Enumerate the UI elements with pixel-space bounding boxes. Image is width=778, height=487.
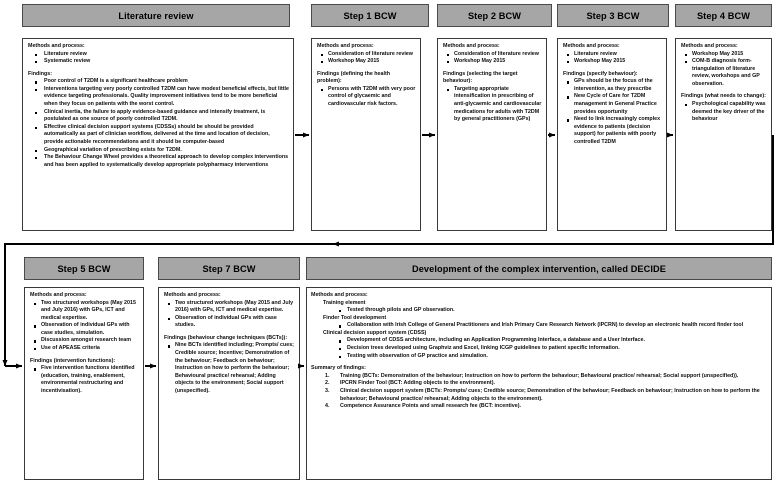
list-item: Testing with observation of GP practice and simulation. — [335, 353, 767, 361]
header-decide — [306, 257, 772, 280]
list-item: Clinical decision support system (BCTs: Prompts/ cues; Credible source; Demonstration of the behaviour; Feedback on behaviour; Instruction on how to perform the behaviour; Behavioural practice/ rehearsal; Adding objects to the environment). — [340, 387, 760, 402]
list-item: IPCRN Finder Tool (BCT: Adding objects to the environment). — [340, 380, 495, 387]
list-item: Two structured workshops (May 2015 and July 2016) with GPs, ICT and medical expertise. — [30, 300, 139, 323]
step-3-findings-label: Findings (specify behaviour): — [563, 70, 638, 77]
header-step-5-bcw — [24, 257, 144, 280]
decide-group-title: Finder Tool development — [323, 314, 387, 321]
list-item: Systematic review — [28, 58, 289, 66]
decide-summary-list — [311, 373, 767, 411]
step-4-findings-label: Findings (what needs to change): — [681, 93, 766, 100]
header-literature-review — [22, 4, 290, 27]
panel-step-1-bcw — [311, 38, 421, 231]
list-item: Consideration of literature review — [317, 51, 416, 59]
header-step-3-bcw — [557, 4, 669, 27]
step-4-findings-list — [681, 101, 767, 124]
step-4-methods-list — [681, 51, 767, 89]
list-item: Use of APEASE criteria — [30, 345, 139, 353]
header-step-3-bcw-label: Step 3 BCW — [586, 10, 640, 21]
list-item: Two structured workshops (May 2015 and July 2016) with GPs, ICT and medical expertise. — [164, 300, 295, 315]
list-item: Competence Assurance Points and small research fee (BCT: incentive). — [340, 403, 521, 410]
step-4-methods-label: Methods and process: — [681, 43, 738, 49]
step-2-findings-list — [443, 86, 542, 124]
step-1-methods-label: Methods and process: — [317, 43, 374, 49]
decide-group-title: Clinical decision support system (CDSS) — [323, 329, 427, 336]
header-step-5-bcw-label: Step 5 BCW — [57, 263, 111, 274]
step-3-methods-label: Methods and process: — [563, 43, 620, 49]
list-item: The Behaviour Change Wheel provides a theoretical approach to develop complex interventions and has been applied to systematically develop appropriate polypharmacy interventions — [28, 154, 289, 169]
decide-group-list — [311, 337, 767, 360]
header-decide-label: Development of the complex intervention, called DECIDE — [411, 263, 667, 274]
step-7-methods-label: Methods and process: — [164, 292, 221, 298]
header-step-4-bcw — [675, 4, 772, 27]
panel-step-5-bcw — [24, 287, 144, 480]
step-2-methods-list — [443, 51, 542, 66]
list-item: Persons with T2DM with very poor control of glycaemic and cardiovascular risk factors. — [317, 86, 416, 109]
list-item: Workshop May 2015 — [681, 51, 767, 59]
literature-review-methods-list — [28, 51, 289, 66]
list-item: Workshop May 2015 — [317, 58, 416, 66]
panel-step-7-bcw — [158, 287, 300, 480]
panel-step-2-bcw — [437, 38, 547, 231]
list-item: Geographical variation of prescribing exists for T2DM. — [28, 147, 289, 155]
literature-review-methods-label: Methods and process: — [28, 43, 85, 49]
list-item: Clinical inertia, the failure to apply evidence-based guidance and intensify treatment, is postulated as one source of poorly controlled T2DM. — [28, 109, 289, 124]
step-7-findings-list — [164, 342, 295, 395]
list-item: Workshop May 2015 — [563, 58, 662, 66]
list-item: Discussion amongst research team — [30, 337, 139, 345]
list-item: Effective clinical decision support systems (CDSSs) should be should be provided automatically as part of clinician workflow, delivered at the time and location of decision, provide actionable recommendations and it should be computer-based — [28, 124, 289, 147]
literature-review-findings-label: Findings: — [28, 70, 53, 77]
panel-literature-review — [22, 38, 294, 231]
decide-group-list — [311, 322, 767, 330]
list-item: New Cycle of Care for T2DM management in General Practice provides opportunity — [563, 93, 662, 116]
header-step-4-bcw-label: Step 4 BCW — [696, 10, 751, 21]
step-1-findings-list — [317, 86, 416, 109]
list-item: Poor control of T2DM is a significant healthcare problem — [28, 78, 289, 86]
list-item: Consideration of literature review — [443, 51, 542, 59]
list-item: Training (BCTs: Demonstration of the behaviour; Instruction on how to perform the behaviour; Behavioural practice/ rehearsal; Social support (unspecified)). — [340, 372, 739, 379]
list-item: Workshop May 2015 — [443, 58, 542, 66]
literature-review-findings-list — [28, 78, 289, 169]
list-item: Literature review — [28, 51, 289, 59]
step-7-methods-list — [164, 300, 295, 330]
decide-summary-label: Summary of findings: — [311, 365, 366, 372]
list-item: Five intervention functions identified (education, training, enablement, environmental restructuring and incentivisation). — [30, 365, 139, 395]
step-5-findings-list — [30, 365, 139, 395]
header-literature-review-label: Literature review — [118, 10, 194, 21]
header-step-1-bcw-label: Step 1 BCW — [343, 10, 397, 21]
list-item: Nine BCTs identified including; Prompts/ cues; Credible source; Incentive; Demonstration of the behaviour; Feedback on behaviour; Instruction on how to perform the behaviour; Behavioural practice/ rehearsal; Adding objects to the environment; Social support (unspecified). — [164, 342, 295, 395]
panel-step-4-bcw — [675, 38, 772, 231]
decide-group-title: Training element — [323, 299, 366, 306]
step-2-findings-label: Findings (selecting the target behaviour): — [443, 70, 518, 85]
list-item: Decision trees developed using Graphviz and Excel, linking ICGP guidelines to patient specific information. — [335, 345, 767, 353]
list-item: Development of CDSS architecture, including an Application Programming Interface, a database and a User Interface. — [335, 337, 767, 345]
step-5-methods-label: Methods and process: — [30, 292, 87, 298]
list-item: Observation of individual GPs with case studies, simulation. — [30, 322, 139, 337]
list-item: Literature review — [563, 51, 662, 59]
list-item: GPs should be the focus of the intervention, as they prescribe — [563, 78, 662, 93]
list-item: Psychological capability was deemed the key driver of the behaviour — [681, 101, 767, 124]
list-item: Interventions targeting very poorly controlled T2DM can have modest beneficial effects, but little evidence targeting professionals. Quality improvement initiatives tend to be more beneficial when they focus on patients with the worst control. — [28, 86, 289, 109]
step-7-findings-label: Findings (behaviour change techniques (BCTs)): — [164, 334, 288, 341]
step-2-methods-label: Methods and process: — [443, 43, 500, 49]
decide-methods-label: Methods and process: — [311, 292, 368, 298]
panel-decide — [306, 287, 772, 480]
list-item: Targeting appropriate intensification in prescribing of anti-glycaemic and cardiovascular medications for adults with T2DM by general practitioners (GPs) — [443, 86, 542, 124]
header-step-2-bcw — [437, 4, 552, 27]
list-item: Need to link increasingly complex evidence to patients (decision support) for patients with poorly controlled T2DM — [563, 116, 662, 146]
list-item: COM-B diagnosis form- triangulation of literature review, workshops and GP observation. — [681, 58, 767, 88]
panel-step-3-bcw — [557, 38, 667, 231]
header-step-2-bcw-label: Step 2 BCW — [467, 10, 522, 21]
list-item: Collaboration with Irish College of General Practitioners and Irish Primary Care Research Network (IPCRN) to develop an electronic health record finder tool — [335, 322, 767, 330]
step-5-methods-list — [30, 300, 139, 353]
decide-group-list — [311, 307, 767, 315]
header-step-7-bcw-label: Step 7 BCW — [202, 263, 256, 274]
step-3-findings-list — [563, 78, 662, 146]
step-1-methods-list — [317, 51, 416, 66]
step-3-methods-list — [563, 51, 662, 66]
header-step-7-bcw — [158, 257, 300, 280]
list-item: Observation of individual GPs with case studies. — [164, 315, 295, 330]
step-1-findings-label: Findings (defining the health problem): — [317, 70, 391, 85]
step-5-findings-label: Findings (intervention functions): — [30, 357, 116, 364]
list-item: Tested through pilots and GP observation. — [335, 307, 767, 315]
header-step-1-bcw — [311, 4, 429, 27]
